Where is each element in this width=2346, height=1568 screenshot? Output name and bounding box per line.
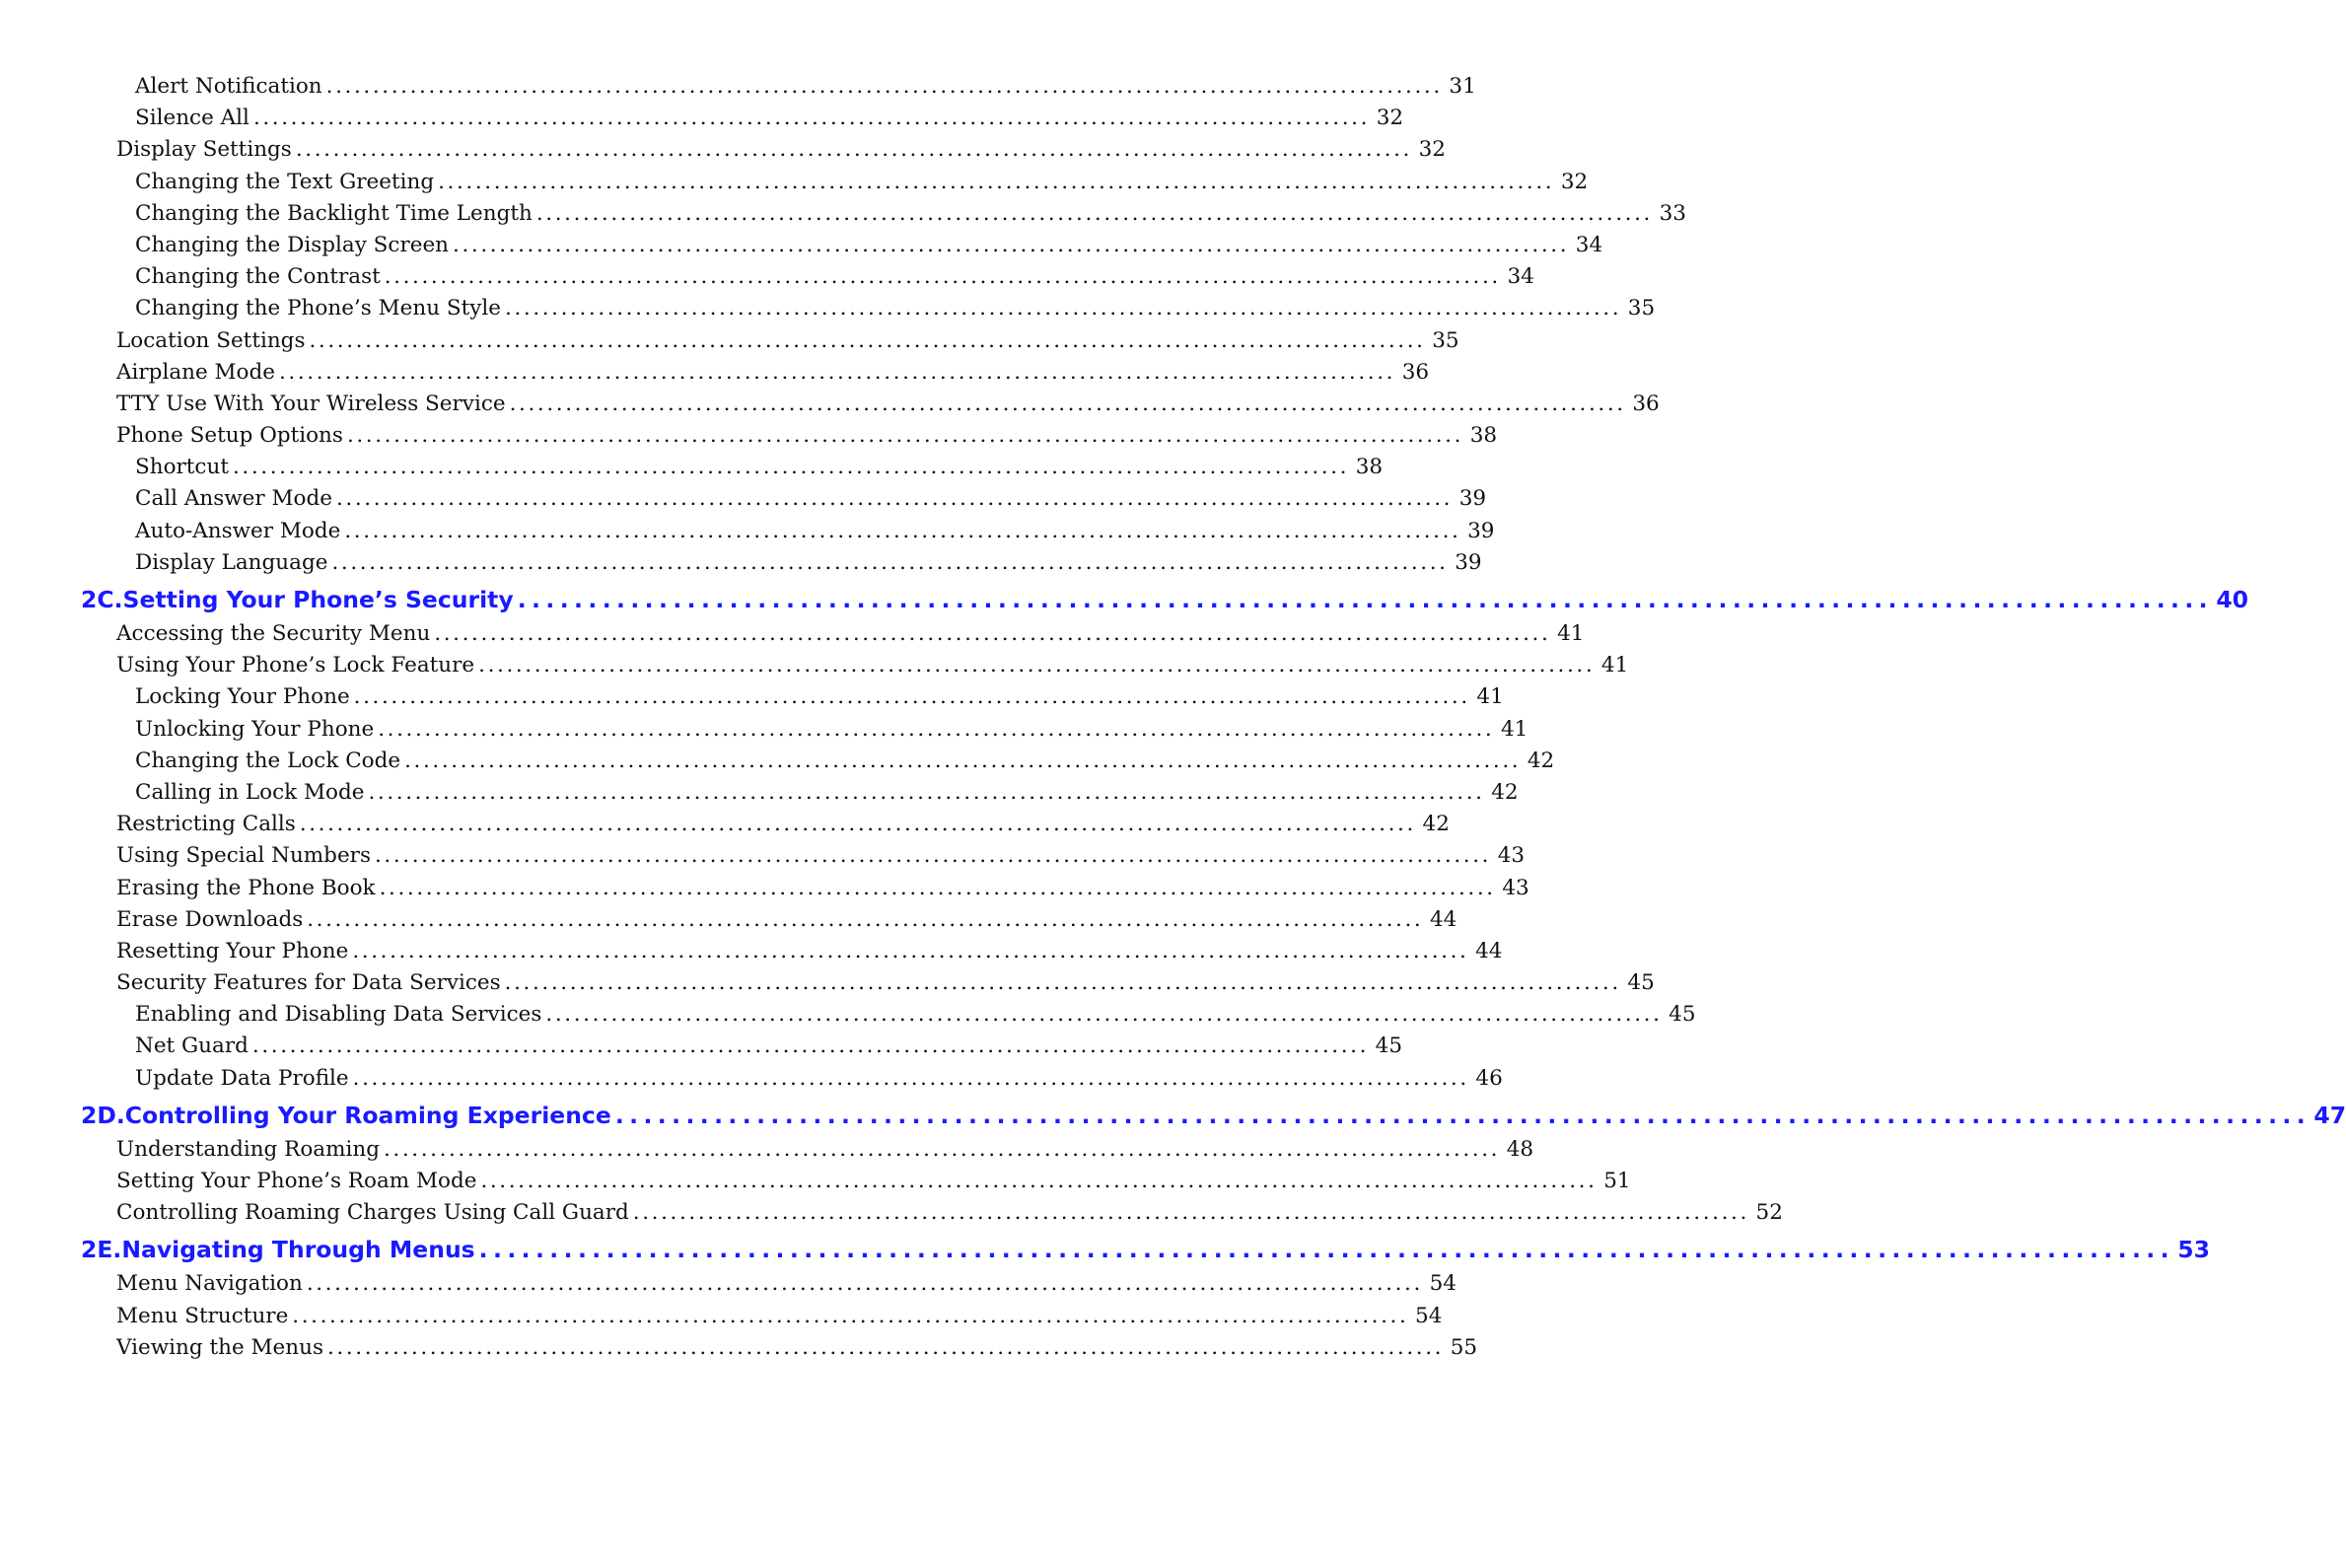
toc-entry-title: Erasing the Phone Book [116, 875, 376, 900]
toc-page-number: 38 [1355, 455, 1384, 480]
toc-entry[interactable] [0, 230, 1603, 261]
dot-leader: ........................................................................................................................ [352, 938, 1469, 963]
toc-page-number: 46 [1475, 1065, 1503, 1091]
toc-entry[interactable] [0, 167, 1589, 198]
toc-entry[interactable] [0, 1166, 1631, 1197]
dot-leader: ........................................................................................................................ [307, 906, 1424, 932]
toc-entry[interactable] [0, 134, 1446, 166]
dot-leader: ........................................................................................................................ [632, 1200, 1749, 1226]
toc-entry[interactable] [0, 483, 1487, 515]
toc-entry[interactable] [0, 809, 1450, 840]
toc-entry[interactable] [0, 261, 1534, 293]
dot-leader: ........................................................................................................................ [346, 423, 1464, 449]
toc-page-number: 43 [1497, 843, 1526, 869]
dot-leader: ........................................................................................................................ [252, 106, 1371, 131]
toc-entry-title: Net Guard [135, 1033, 249, 1059]
dot-leader: ........................................................................................................................ [480, 1169, 1598, 1193]
dot-leader: ........................................................................................................................ [335, 486, 1454, 512]
dot-leader: ........................................................................................................................ [299, 812, 1416, 837]
toc-entry[interactable] [0, 777, 1519, 809]
toc-entry-title: Calling in Lock Mode [135, 779, 365, 805]
toc-entry-title: Viewing the Menus [116, 1334, 323, 1360]
toc-page-number: 42 [1527, 748, 1555, 773]
toc-page-number: 48 [1506, 1136, 1534, 1162]
toc-page-number: 54 [1415, 1303, 1443, 1328]
toc-page-number: 52 [1755, 1200, 1783, 1226]
toc-page-number: 44 [1475, 938, 1503, 963]
toc-page-number: 42 [1491, 779, 1519, 805]
toc-entry[interactable] [0, 198, 1686, 230]
dot-leader: ........................................................................................................................ [478, 1236, 2174, 1264]
toc-entry[interactable] [0, 420, 1498, 452]
toc-page-number: 53 [2177, 1236, 2210, 1264]
toc-entry-title: Display Settings [116, 137, 292, 163]
toc-entry-title: Auto-Answer Mode [135, 518, 341, 543]
toc-entry[interactable] [0, 999, 1696, 1031]
dot-leader: ........................................................................................................................ [352, 1065, 1469, 1091]
toc-entry-title: Call Answer Mode [135, 486, 332, 512]
toc-entry[interactable] [0, 103, 1404, 134]
toc-page-number: 31 [1449, 74, 1476, 99]
toc-entry[interactable] [0, 936, 1503, 967]
toc-entry-title: Accessing the Security Menu [116, 621, 431, 646]
toc-page-number: 34 [1507, 264, 1534, 290]
toc-entry[interactable] [0, 714, 1528, 746]
dot-leader: ........................................................................................................................ [344, 518, 1461, 543]
dot-leader: ........................................................................................................................ [331, 549, 1449, 575]
table-of-contents [0, 71, 2346, 1364]
toc-entry-title: Location Settings [116, 327, 306, 353]
toc-entry-title: Security Features for Data Services [116, 970, 501, 996]
toc-page-number: 32 [1560, 169, 1589, 194]
toc-entry[interactable] [0, 357, 1430, 389]
dot-leader: ........................................................................................................................ [306, 1271, 1423, 1297]
toc-entry-title: Resetting Your Phone [116, 938, 349, 963]
dot-leader: ........................................................................................................................ [404, 748, 1522, 773]
toc-page-number: 43 [1502, 875, 1529, 900]
toc-entry[interactable] [0, 516, 1495, 547]
toc-page-number: 35 [1627, 296, 1656, 321]
dot-leader: ........................................................................................................................ [378, 716, 1495, 742]
toc-page-number: 33 [1659, 200, 1686, 226]
toc-page-number: 45 [1669, 1002, 1696, 1028]
toc-entry-title: Setting Your Phone’s Roam Mode [116, 1169, 477, 1193]
toc-entry-title: Enabling and Disabling Data Services [135, 1002, 542, 1028]
toc-entry[interactable] [0, 325, 1459, 357]
toc-entry-title: Silence All [135, 106, 249, 131]
toc-entry-title: Changing the Backlight Time Length [135, 200, 533, 226]
dot-leader: ........................................................................................................................ [353, 684, 1470, 710]
toc-entry-title: Controlling Roaming Charges Using Call Guard [116, 1200, 629, 1226]
dot-leader: ........................................................................................................................ [292, 1303, 1409, 1328]
toc-entry-title: Understanding Roaming [116, 1136, 380, 1162]
toc-page-number: 36 [1632, 391, 1660, 416]
toc-page-number: 35 [1432, 327, 1459, 353]
toc-page-number: 38 [1469, 423, 1498, 449]
toc-entry[interactable] [0, 1268, 1457, 1300]
toc-page-number: 39 [1458, 486, 1487, 512]
dot-leader: ........................................................................................................................ [517, 586, 2214, 613]
toc-entry[interactable] [0, 618, 1585, 650]
toc-entry-title: Menu Structure [116, 1303, 289, 1328]
toc-entry-title: Display Language [135, 549, 328, 575]
toc-page-number: 32 [1376, 106, 1404, 131]
dot-leader: ........................................................................................................................ [232, 455, 1350, 480]
dot-leader: ........................................................................................................................ [295, 137, 1412, 163]
dot-leader: ........................................................................................................................ [374, 843, 1492, 869]
dot-leader: ........................................................................................................................ [309, 327, 1426, 353]
toc-page-number: 41 [1557, 621, 1585, 646]
toc-entry-title: 2E.Navigating Through Menus [81, 1236, 475, 1264]
toc-entry-title: 2C.Setting Your Phone’s Security [81, 586, 514, 613]
toc-entry[interactable] [0, 389, 1660, 420]
toc-entry-title: Phone Setup Options [116, 423, 343, 449]
toc-entry-title: Changing the Lock Code [135, 748, 401, 773]
dot-leader: ........................................................................................................................ [545, 1002, 1663, 1028]
toc-entry-title: Erase Downloads [116, 906, 304, 932]
dot-leader: ........................................................................................................................ [379, 875, 1496, 900]
toc-entry[interactable] [0, 452, 1384, 483]
toc-entry-title: Update Data Profile [135, 1065, 349, 1091]
dot-leader: ........................................................................................................................ [383, 1136, 1501, 1162]
toc-page-number: 54 [1429, 1271, 1457, 1297]
toc-entry[interactable] [0, 1301, 1443, 1332]
toc-entry-title: Airplane Mode [116, 359, 275, 385]
toc-entry[interactable] [0, 1031, 1402, 1062]
toc-page-number: 55 [1450, 1334, 1478, 1360]
toc-entry-title: Using Your Phone’s Lock Feature [116, 653, 475, 678]
toc-page-number: 47 [2313, 1101, 2346, 1129]
toc-entry-title: Menu Navigation [116, 1271, 303, 1297]
dot-leader: ........................................................................................................................ [384, 264, 1501, 290]
toc-entry-title: Changing the Display Screen [135, 232, 450, 257]
toc-page-number: 41 [1600, 653, 1629, 678]
dot-leader: ........................................................................................................................ [368, 779, 1485, 805]
toc-page-number: 39 [1455, 549, 1482, 575]
toc-entry[interactable] [0, 681, 1504, 713]
toc-chapter-heading[interactable] [0, 581, 2249, 618]
dot-leader: ........................................................................................................................ [504, 970, 1621, 996]
toc-entry[interactable] [0, 746, 1555, 777]
toc-entry[interactable] [0, 650, 1629, 681]
toc-entry[interactable] [0, 873, 1529, 904]
toc-entry[interactable] [0, 293, 1656, 324]
toc-entry-title: Changing the Contrast [135, 264, 381, 290]
dot-leader: ........................................................................................................................ [614, 1101, 2311, 1129]
toc-page-number: 45 [1375, 1033, 1402, 1059]
toc-page-number: 36 [1401, 359, 1430, 385]
toc-chapter-heading[interactable] [0, 1231, 2210, 1268]
toc-page-number: 40 [2216, 586, 2249, 613]
toc-page-number: 41 [1476, 684, 1504, 710]
dot-leader: ........................................................................................................................ [509, 391, 1626, 416]
toc-page-number: 34 [1575, 232, 1603, 257]
dot-leader: ........................................................................................................................ [478, 653, 1596, 678]
toc-entry[interactable] [0, 547, 1482, 579]
toc-entry-title: TTY Use With Your Wireless Service [116, 391, 506, 416]
toc-entry[interactable] [0, 904, 1457, 936]
toc-page-number: 45 [1627, 970, 1655, 996]
toc-entry-title: Locking Your Phone [135, 684, 350, 710]
toc-page-number: 51 [1603, 1169, 1631, 1193]
toc-entry-title: Using Special Numbers [116, 843, 371, 869]
toc-entry[interactable] [0, 1063, 1503, 1095]
toc-entry-title: Unlocking Your Phone [135, 716, 375, 742]
dot-leader: ........................................................................................................................ [535, 200, 1653, 226]
toc-chapter-heading[interactable] [0, 1097, 2346, 1134]
toc-entry[interactable] [0, 71, 1476, 103]
dot-leader: ........................................................................................................................ [453, 232, 1570, 257]
dot-leader: ........................................................................................................................ [251, 1033, 1369, 1059]
toc-entry-title: Changing the Phone’s Menu Style [135, 296, 502, 321]
toc-entry-title: Changing the Text Greeting [135, 169, 435, 194]
toc-page-number: 41 [1500, 716, 1528, 742]
toc-entry[interactable] [0, 1197, 1783, 1229]
toc-entry[interactable] [0, 1134, 1534, 1166]
dot-leader: ........................................................................................................................ [325, 74, 1443, 99]
toc-page-number: 32 [1418, 137, 1446, 163]
toc-page-number: 42 [1422, 812, 1450, 837]
dot-leader: ........................................................................................................................ [326, 1334, 1445, 1360]
toc-entry[interactable] [0, 1332, 1478, 1364]
toc-entry-title: 2D.Controlling Your Roaming Experience [81, 1101, 611, 1129]
dot-leader: ........................................................................................................................ [434, 621, 1551, 646]
toc-entry[interactable] [0, 967, 1655, 999]
toc-entry[interactable] [0, 840, 1526, 872]
dot-leader: ........................................................................................................................ [505, 296, 1622, 321]
toc-entry-title: Restricting Calls [116, 812, 296, 837]
dot-leader: ........................................................................................................................ [279, 359, 1396, 385]
dot-leader: ........................................................................................................................ [438, 169, 1555, 194]
toc-page-number: 39 [1467, 518, 1495, 543]
toc-entry-title: Alert Notification [135, 74, 322, 99]
toc-page-number: 44 [1430, 906, 1457, 932]
toc-entry-title: Shortcut [135, 455, 229, 480]
